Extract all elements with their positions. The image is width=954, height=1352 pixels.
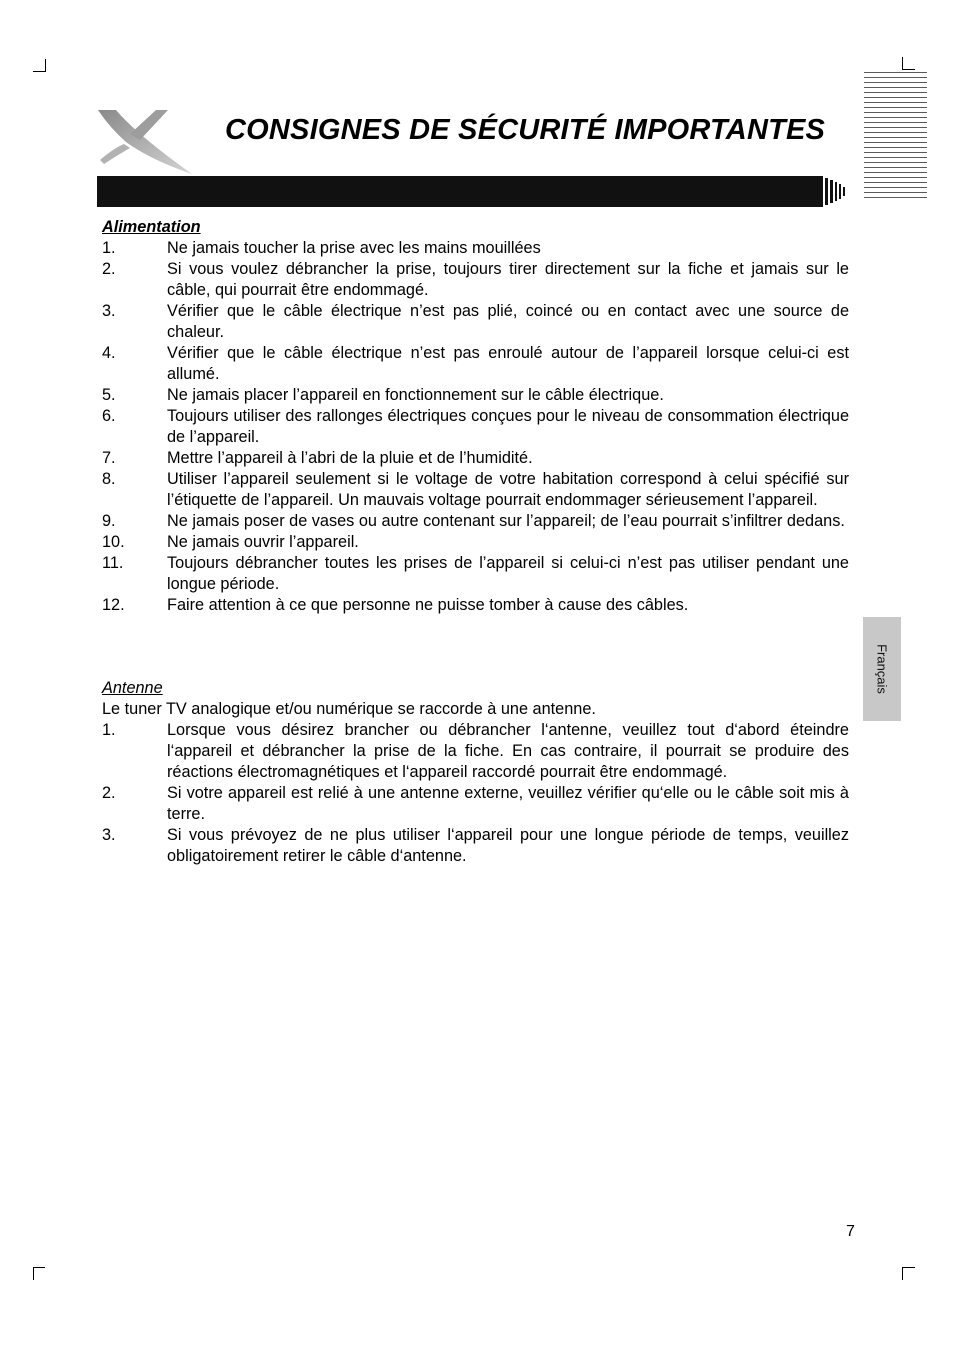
item-number: 2. — [102, 784, 116, 802]
item-number: 7. — [102, 449, 116, 467]
section-heading-antenne: Antenne — [102, 679, 163, 697]
list-item — [102, 825, 849, 867]
section-heading-alimentation: Alimentation — [102, 218, 201, 236]
item-number: 9. — [102, 512, 116, 530]
decorative-stripes — [864, 72, 927, 199]
item-text: Lorsque vous désirez brancher ou débrancher l‘antenne, veuillez tout d‘abord éteindre l‘appareil et débrancher la prise de la fiche. En cas contraire, il pourrait se produire des réactions électromagnétiques et l‘appareil raccordé pourrait être endommagé. — [167, 721, 849, 781]
list-item — [102, 553, 849, 595]
crop-mark-bottom-left — [33, 1267, 45, 1280]
list-item — [102, 448, 849, 469]
item-number: 5. — [102, 386, 116, 404]
item-text: Vérifier que le câble électrique n’est pas plié, coincé ou en contact avec une source de chaleur. — [167, 302, 849, 341]
item-number: 3. — [102, 302, 116, 320]
item-number: 3. — [102, 826, 116, 844]
language-tab-label: Français — [874, 644, 890, 694]
list-item — [102, 595, 849, 616]
item-number: 4. — [102, 344, 116, 362]
list-item — [102, 532, 849, 553]
main-content — [102, 217, 849, 867]
list-item — [102, 511, 849, 532]
page-number: 7 — [846, 1223, 855, 1240]
item-text: Ne jamais poser de vases ou autre contenant sur l’appareil; de l’eau pourrait s’infiltrer dedans. — [167, 512, 845, 530]
item-number: 1. — [102, 239, 116, 257]
list-item — [102, 238, 849, 259]
item-number: 2. — [102, 260, 116, 278]
item-number: 12. — [102, 596, 125, 614]
list-item — [102, 406, 849, 448]
item-text: Ne jamais placer l’appareil en fonctionnement sur le câble électrique. — [167, 386, 664, 404]
alimentation-list — [102, 238, 849, 616]
section-spacer — [102, 616, 849, 678]
item-text: Faire attention à ce que personne ne puisse tomber à cause des câbles. — [167, 596, 689, 614]
antenne-list — [102, 720, 849, 867]
crop-mark-bottom-right — [902, 1267, 915, 1280]
list-item — [102, 301, 849, 343]
item-text: Si vous prévoyez de ne plus utiliser l‘appareil pour une longue période de temps, veuillez obligatoirement retirer le câble d‘antenne. — [167, 826, 849, 865]
item-text: Si vous voulez débrancher la prise, toujours tirer directement sur la fiche et jamais sur le câble, qui pourrait être endommagé. — [167, 260, 849, 299]
list-item — [102, 259, 849, 301]
item-text: Mettre l’appareil à l’abri de la pluie et de l’humidité. — [167, 449, 533, 467]
x-logo-icon — [96, 104, 196, 176]
list-item — [102, 343, 849, 385]
list-item — [102, 469, 849, 511]
title-bar — [97, 176, 852, 207]
page-title: CONSIGNES DE SÉCURITÉ IMPORTANTES — [225, 114, 826, 146]
language-tab — [863, 617, 901, 721]
item-number: 8. — [102, 470, 116, 488]
item-text: Toujours débrancher toutes les prises de l’appareil si celui-ci n’est pas utiliser pendant une longue période. — [167, 554, 849, 593]
item-text: Vérifier que le câble électrique n’est pas enroulé autour de l’appareil lorsque celui-ci est allumé. — [167, 344, 849, 383]
item-text: Si votre appareil est relié à une antenne externe, veuillez vérifier qu‘elle ou le câble soit mis à terre. — [167, 784, 849, 823]
item-text: Utiliser l’appareil seulement si le voltage de votre habitation correspond à celui spécifié sur l’étiquette de l’appareil. Un mauvais voltage pourrait endommager sérieusement l’appareil. — [167, 470, 849, 509]
item-text: Ne jamais toucher la prise avec les mains mouillées — [167, 239, 541, 257]
crop-mark-top-left — [33, 59, 46, 72]
list-item — [102, 385, 849, 406]
item-number: 1. — [102, 721, 116, 739]
list-item — [102, 783, 849, 825]
item-text: Toujours utiliser des rallonges électriques conçues pour le niveau de consommation électrique de l’appareil. — [167, 407, 849, 446]
item-number: 11. — [102, 554, 124, 572]
list-item — [102, 720, 849, 783]
item-text: Ne jamais ouvrir l’appareil. — [167, 533, 359, 551]
crop-mark-top-right — [902, 57, 915, 70]
item-number: 10. — [102, 533, 125, 551]
item-number: 6. — [102, 407, 116, 425]
antenne-intro: Le tuner TV analogique et/ou numérique se raccorde à une antenne. — [102, 700, 596, 718]
